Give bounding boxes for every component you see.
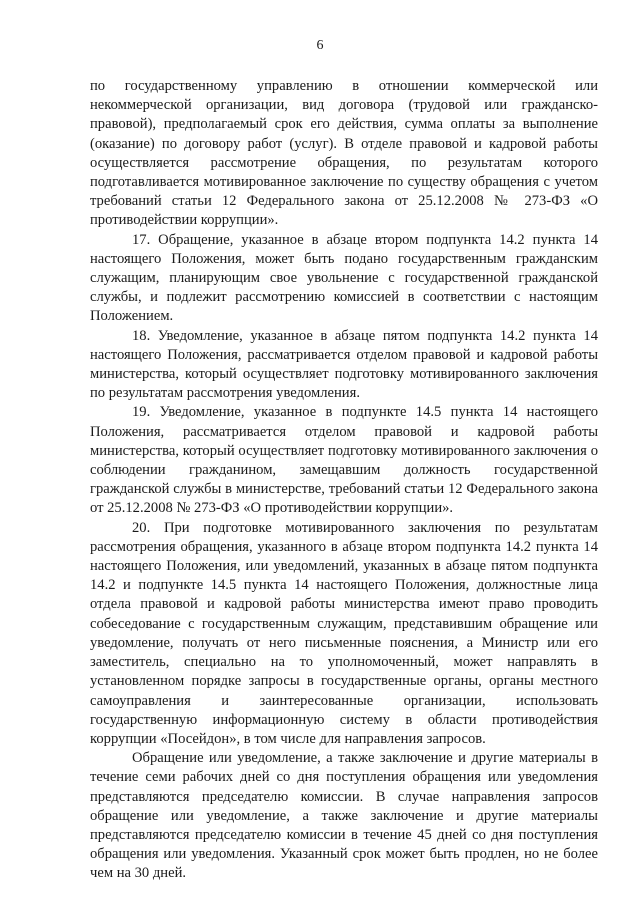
document-body bbox=[90, 77, 598, 884]
paragraph-item-17: 17. Обращение, указанное в абзаце втором подпункта 14.2 пункта 14 настоящего Положения, может быть подано государственным гражданским служащим, планирующим свое увольнение с государственной гражданской службы, и подлежит рассмотрению комиссией в соответствии с настоящим Положением. bbox=[90, 231, 598, 325]
paragraph-item-19: 19. Уведомление, указанное в подпункте 14.5 пункта 14 настоящего Положения, рассматривается отделом правовой и кадровой работы министерства, который осуществляет подготовку мотивированного заключения о соблюдении гражданином, замещавшим должность государственной гражданской службы в министерстве, требований статьи 12 Федерального закона от 25.12.2008 № 273-ФЗ «О противодействии коррупции». bbox=[90, 404, 598, 517]
paragraph-item-20-continued: Обращение или уведомление, а также заключение и другие материалы в течение семи рабочих дней со дня поступления обращения или уведомления представляются председателю комиссии. В случае направления запросов обращение или уведомление, а также заключение и другие материалы представляются председателю комиссии в течение 45 дней со дня поступления обращения или уведомления. Указанный срок может быть продлен, но не более чем на 30 дней. bbox=[90, 750, 598, 882]
paragraph-item-18: 18. Уведомление, указанное в абзаце пятом подпункта 14.2 пункта 14 настоящего Положения, рассматривается отделом правовой и кадровой работы министерства, который осуществляет подготовку мотивированного заключения по результатам рассмотрения уведомления. bbox=[90, 327, 598, 402]
paragraph-item-20: 20. При подготовке мотивированного заключения по результатам рассмотрения обращения, указанного в абзаце втором подпункта 14.2 пункта 14 настоящего Положения, или уведомлений, указанных в абзаце пятом подпункта 14.2 и подпункте 14.5 пункта 14 настоящего Положения, должностные лица отдела правовой и кадровой работы министерства имеют право проводить собеседование с государственным служащим, представившим обращение или уведомление, получать от него письменные пояснения, а Министр или его заместитель, специально на то уполномоченный, может направлять в установленном порядке запросы в государственные органы, органы местного самоуправления и заинтересованные организации, использовать государственную информационную систему в области противодействия коррупции «Посейдон», в том числе для направления запросов. bbox=[90, 519, 598, 747]
paragraph-continuation: по государственному управлению в отношении коммерческой или некоммерческой организации, вид договора (трудовой или гражданско-правовой), предполагаемый срок его действия, сумма оплаты за выполнение (оказание) по договору работ (услуг). В отделе правовой и кадровой работы осуществляется рассмотрение обращения, по результатам которого подготавливается мотивированное заключение по существу обращения с учетом требований статьи 12 Федерального закона от 25.12.2008 № 273-ФЗ «О противодействии коррупции». bbox=[90, 78, 598, 229]
page-number: 6 bbox=[316, 38, 324, 53]
